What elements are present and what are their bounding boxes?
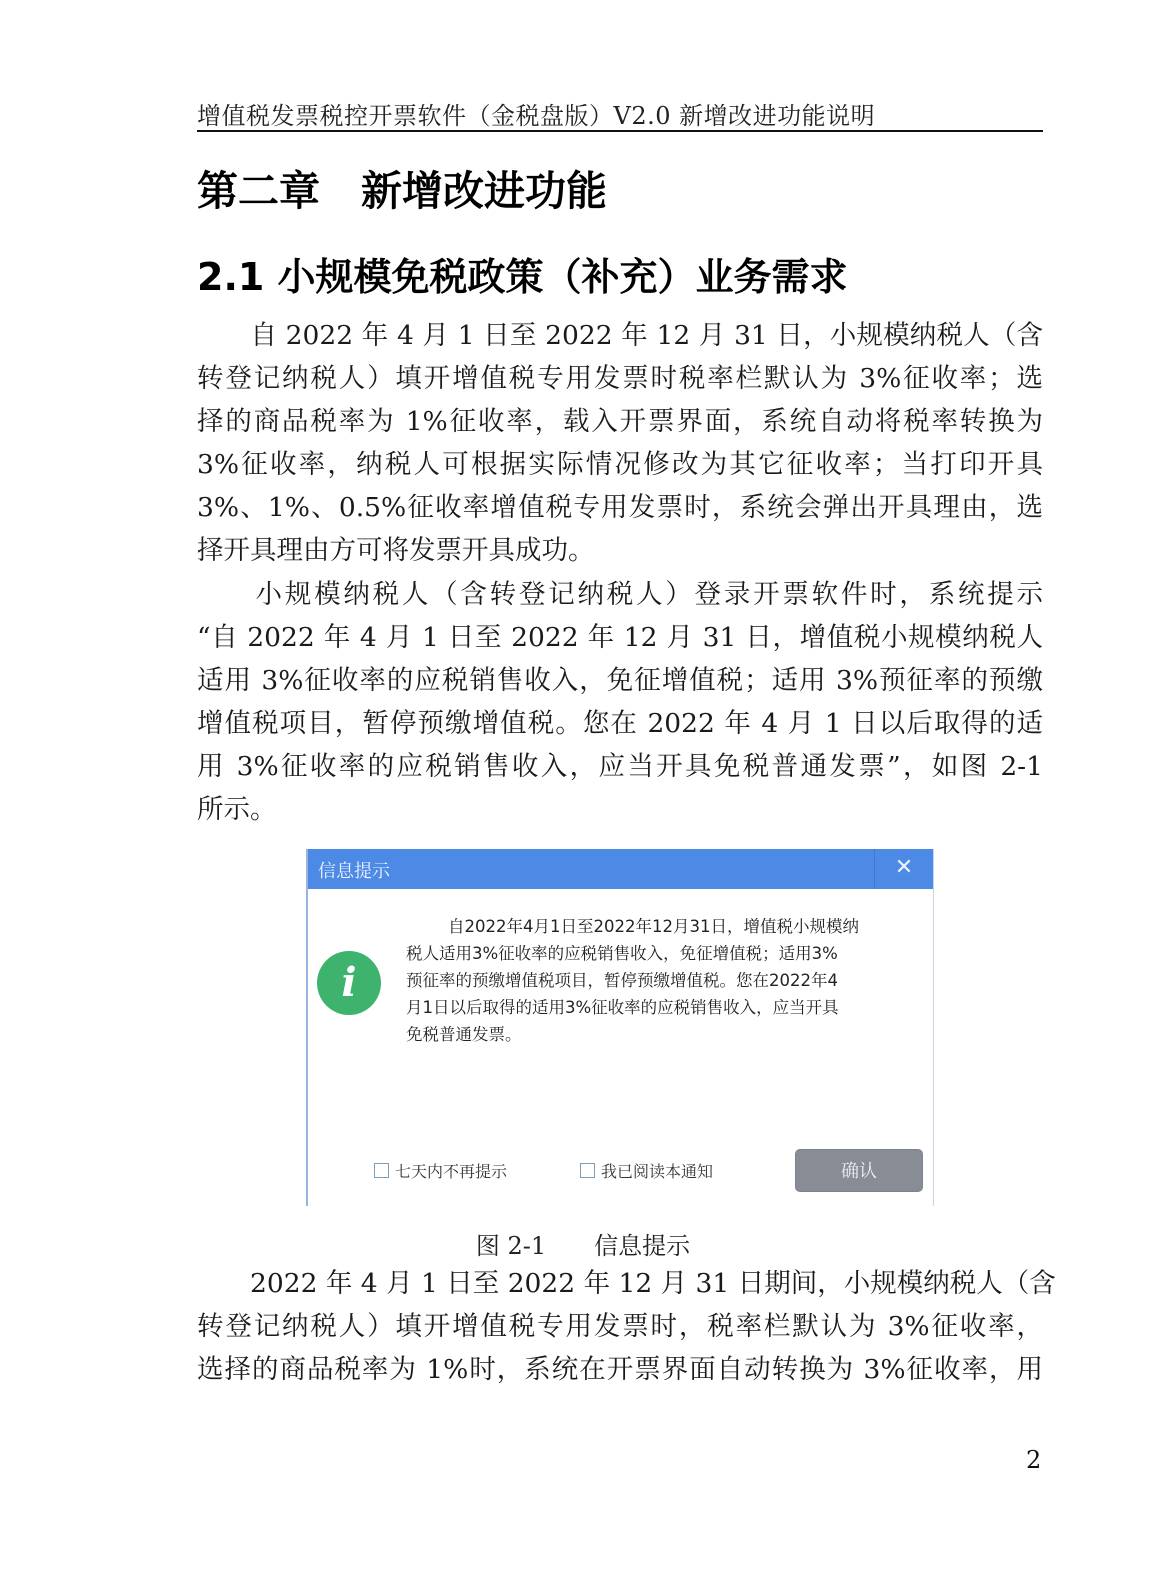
close-icon[interactable]: ✕ <box>874 849 933 889</box>
paragraph-line: 3%征收率，纳税人可根据实际情况修改为其它征收率；当打印开具 <box>197 449 1043 480</box>
info-icon: i <box>317 951 381 1015</box>
dialog-message-line: 月1日以后取得的适用3%征收率的应税销售收入，应当开具 <box>406 998 839 1017</box>
paragraph-line: 转登记纳税人）填开增值税专用发票时，税率栏默认为 3%征收率， <box>197 1311 1043 1342</box>
checkbox-box[interactable] <box>374 1163 389 1178</box>
paragraph-2 <box>197 573 1043 831</box>
section-title: 2.1 小规模免税政策（补充）业务需求 <box>197 255 848 299</box>
dialog-message-line: 税人适用3%征收率的应税销售收入，免征增值税；适用3% <box>406 944 838 963</box>
running-header-title: 增值税发票税控开票软件（金税盘版）V2.0 新增改进功能说明 <box>197 102 876 130</box>
dialog-message-line: 预征率的预缴增值税项目，暂停预缴增值税。您在2022年4 <box>406 971 838 990</box>
paragraph-line: 自 2022 年 4 月 1 日至 2022 年 12 月 31 日，小规模纳税人（含 <box>197 320 1043 351</box>
paragraph-line: 择的商品税率为 1%征收率，载入开票界面，系统自动将税率转换为 <box>197 406 1043 437</box>
info-dialog-screenshot <box>306 849 934 1206</box>
chapter-title: 第二章 新增改进功能 <box>197 167 607 215</box>
no-remind-7-days-checkbox[interactable] <box>374 1159 507 1182</box>
paragraph-line: 择开具理由方可将发票开具成功。 <box>197 535 595 566</box>
dialog-message <box>406 913 906 1048</box>
paragraph-line: 选择的商品税率为 1%时，系统在开票界面自动转换为 3%征收率，用 <box>197 1354 1043 1385</box>
paragraph-line: 用 3%征收率的应税销售收入，应当开具免税普通发票”，如图 2-1 <box>197 751 1043 782</box>
paragraph-1 <box>197 314 1043 572</box>
header-rule <box>197 130 1043 132</box>
figure-caption: 图 2-1 信息提示 <box>475 1232 691 1260</box>
paragraph-line: 2022 年 4 月 1 日至 2022 年 12 月 31 日期间，小规模纳税人（含 <box>197 1268 1056 1299</box>
confirm-button[interactable]: 确认 <box>795 1149 923 1192</box>
paragraph-line: 小规模纳税人（含转登记纳税人）登录开票软件时，系统提示 <box>197 579 1043 610</box>
paragraph-3 <box>197 1262 1056 1391</box>
checkbox-box[interactable] <box>580 1163 595 1178</box>
dialog-message-line: 免税普通发票。 <box>406 1025 522 1044</box>
paragraph-line: 所示。 <box>197 794 277 825</box>
checkbox-label: 七天内不再提示 <box>395 1162 508 1181</box>
dialog-title: 信息提示 <box>318 861 390 882</box>
paragraph-line: “自 2022 年 4 月 1 日至 2022 年 12 月 31 日，增值税小规模纳税人 <box>197 622 1043 653</box>
dialog-titlebar <box>308 849 933 889</box>
checkbox-label: 我已阅读本通知 <box>601 1162 714 1181</box>
paragraph-line: 转登记纳税人）填开增值税专用发票时税率栏默认为 3%征收率；选 <box>197 363 1043 394</box>
paragraph-line: 适用 3%征收率的应税销售收入，免征增值税；适用 3%预征率的预缴 <box>197 665 1043 696</box>
dialog-message-line: 自2022年4月1日至2022年12月31日，增值税小规模纳 <box>448 917 859 936</box>
paragraph-line: 增值税项目，暂停预缴增值税。您在 2022 年 4 月 1 日以后取得的适 <box>197 708 1043 739</box>
read-notice-checkbox[interactable] <box>580 1159 713 1182</box>
page-number: 2 <box>1026 1446 1042 1474</box>
paragraph-line: 3%、1%、0.5%征收率增值税专用发票时，系统会弹出开具理由，选 <box>197 492 1043 523</box>
